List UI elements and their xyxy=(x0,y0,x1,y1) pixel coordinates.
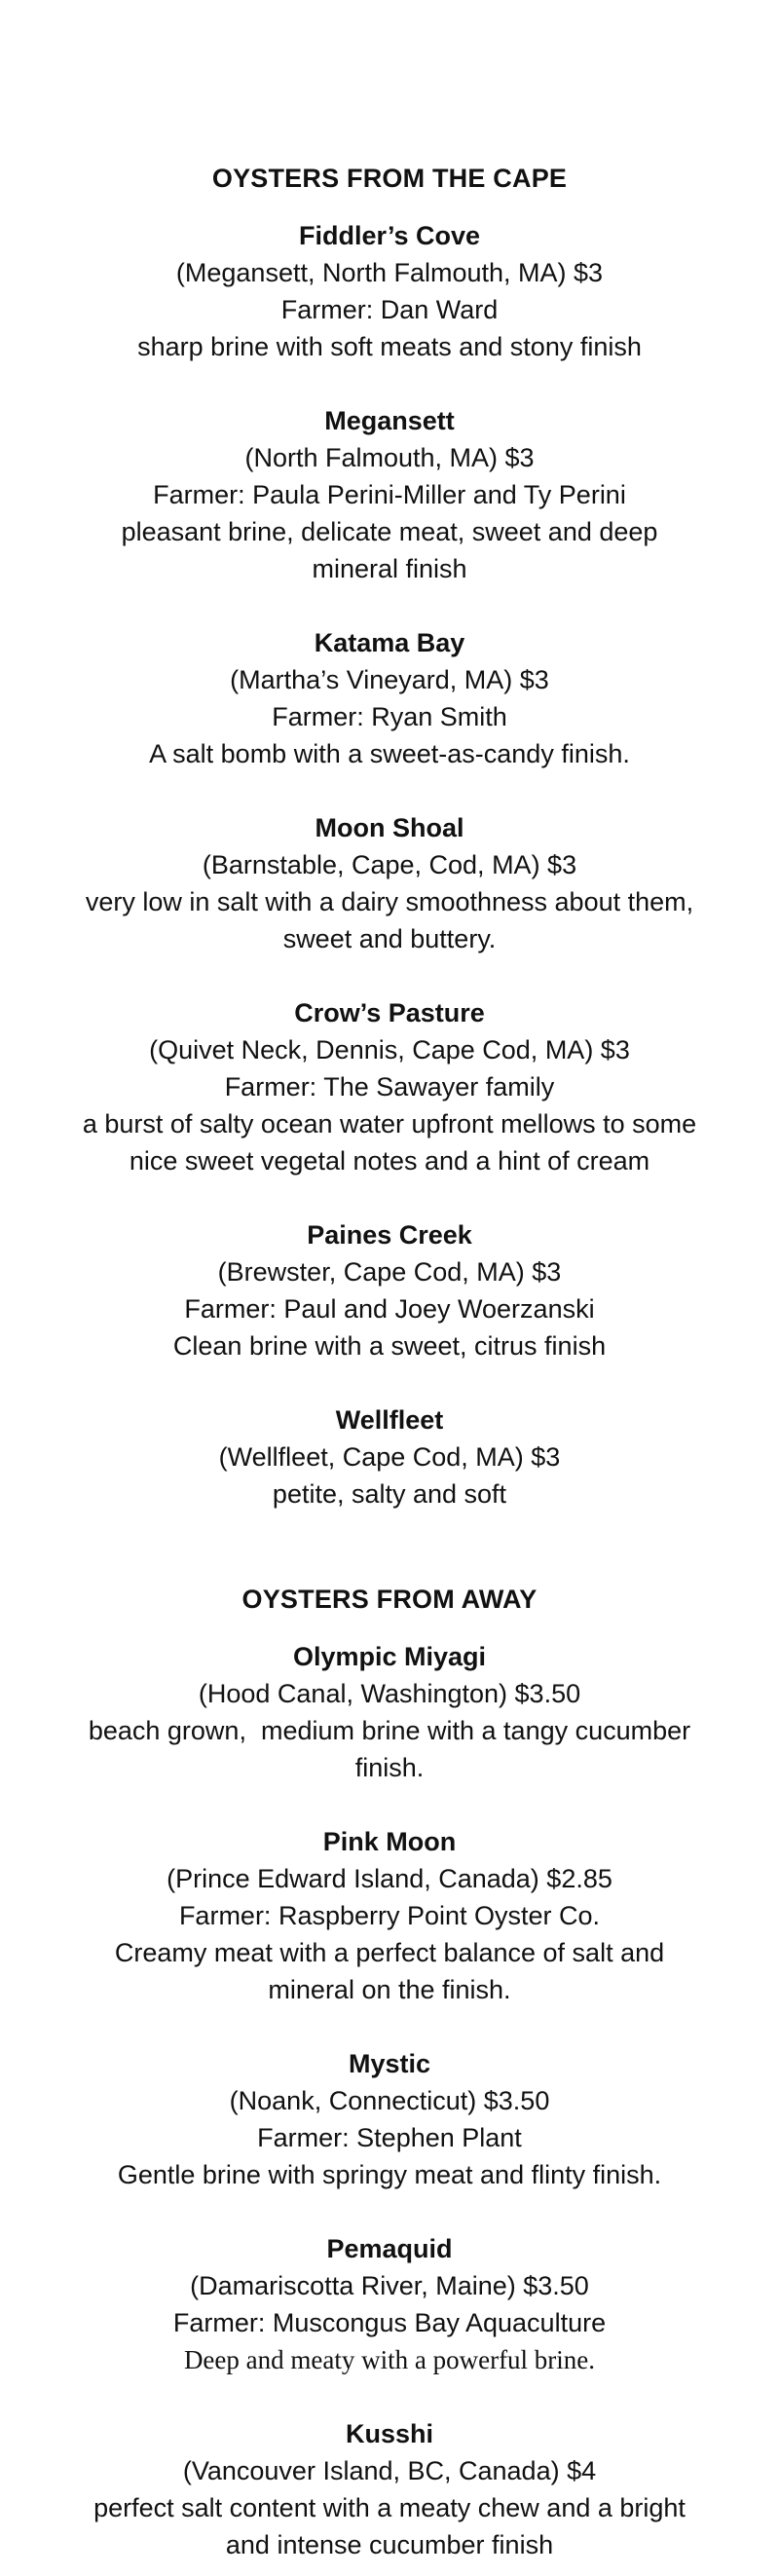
item-origin: (Vancouver Island, BC, Canada) $4 xyxy=(182,2456,597,2485)
item-name: Olympic Miyagi xyxy=(292,1642,487,1671)
item-origin: (North Falmouth, MA) $3 xyxy=(244,443,535,472)
item-farmer: Farmer: Ryan Smith xyxy=(272,702,507,731)
item-name: Wellfleet xyxy=(335,1405,444,1435)
item-description: Creamy meat with a perfect balance of salt and mineral on the finish. xyxy=(114,1938,665,2004)
item-description: Clean brine with a sweet, citrus finish xyxy=(172,1331,607,1361)
item-farmer: Farmer: Paul and Joey Woerzanski xyxy=(184,1294,595,1324)
item-farmer: Farmer: Raspberry Point Oyster Co. xyxy=(178,1901,601,1930)
item-name: Fiddler’s Cove xyxy=(298,221,481,250)
item-origin: (Brewster, Cape Cod, MA) $3 xyxy=(217,1257,562,1287)
menu-item-olympic-miyagi xyxy=(0,1638,779,1786)
item-origin: (Hood Canal, Washington) $3.50 xyxy=(198,1679,581,1708)
section-heading: OYSTERS FROM THE CAPE xyxy=(211,164,568,193)
item-description: petite, salty and soft xyxy=(272,1479,507,1509)
item-origin: (Megansett, North Falmouth, MA) $3 xyxy=(175,258,604,287)
menu-item-mystic xyxy=(0,2045,779,2193)
item-origin: (Martha’s Vineyard, MA) $3 xyxy=(230,665,549,694)
item-name: Kusshi xyxy=(345,2419,434,2448)
item-farmer: Farmer: Muscongus Bay Aquaculture xyxy=(172,2308,607,2337)
item-description: A salt bomb with a sweet-as-candy finish. xyxy=(149,739,630,768)
item-name: Paines Creek xyxy=(307,1220,472,1250)
item-description: perfect salt content with a meaty chew and a bright and intense cucumber finish xyxy=(93,2493,686,2559)
section-oysters-from-the-cape xyxy=(0,159,779,1512)
item-description: sharp brine with soft meats and stony finish xyxy=(137,332,642,361)
item-name: Katama Bay xyxy=(314,628,465,657)
item-origin: (Noank, Connecticut) $3.50 xyxy=(229,2086,550,2115)
item-name: Moon Shoal xyxy=(315,813,464,842)
section-heading: OYSTERS FROM AWAY xyxy=(241,1585,538,1614)
item-farmer: Farmer: Stephen Plant xyxy=(257,2123,522,2152)
item-description: very low in salt with a dairy smoothness about them, sweet and buttery. xyxy=(85,887,694,953)
menu-item-paines-creek xyxy=(0,1216,779,1364)
menu-item-moon-shoal xyxy=(0,809,779,957)
item-name: Crow’s Pasture xyxy=(294,998,485,1027)
item-origin: (Quivet Neck, Dennis, Cape Cod, MA) $3 xyxy=(149,1035,630,1064)
item-name: Pemaquid xyxy=(326,2234,453,2263)
menu-item-pemaquid xyxy=(0,2230,779,2378)
section-oysters-from-away xyxy=(0,1580,779,2563)
item-origin: (Barnstable, Cape, Cod, MA) $3 xyxy=(202,850,577,879)
menu-item-fiddlers-cove xyxy=(0,217,779,365)
menu-item-katama-bay xyxy=(0,624,779,772)
item-description: Deep and meaty with a powerful brine. xyxy=(183,2345,596,2374)
menu-item-kusshi xyxy=(0,2415,779,2563)
item-origin: (Wellfleet, Cape Cod, MA) $3 xyxy=(218,1442,561,1472)
item-farmer: Farmer: The Sawayer family xyxy=(224,1072,555,1101)
item-description: a burst of salty ocean water upfront mellows to some nice sweet vegetal notes and a hint of cream xyxy=(82,1109,697,1176)
item-name: Megansett xyxy=(324,406,455,435)
item-origin: (Damariscotta River, Maine) $3.50 xyxy=(190,2271,589,2300)
menu-item-pink-moon xyxy=(0,1823,779,2008)
item-farmer: Farmer: Paula Perini-Miller and Ty Perini xyxy=(153,480,626,509)
item-description: beach grown, medium brine with a tangy cucumber finish. xyxy=(88,1716,698,1782)
menu-item-megansett xyxy=(0,402,779,587)
item-farmer: Farmer: Dan Ward xyxy=(280,295,499,324)
menu-item-crows-pasture xyxy=(0,994,779,1179)
item-name: Mystic xyxy=(348,2049,431,2078)
item-description: Gentle brine with springy meat and flinty finish. xyxy=(117,2160,662,2189)
menu-item-wellfleet xyxy=(0,1401,779,1512)
item-origin: (Prince Edward Island, Canada) $2.85 xyxy=(167,1864,612,1893)
item-description: pleasant brine, delicate meat, sweet and deep mineral finish xyxy=(121,517,658,583)
item-name: Pink Moon xyxy=(322,1827,457,1856)
